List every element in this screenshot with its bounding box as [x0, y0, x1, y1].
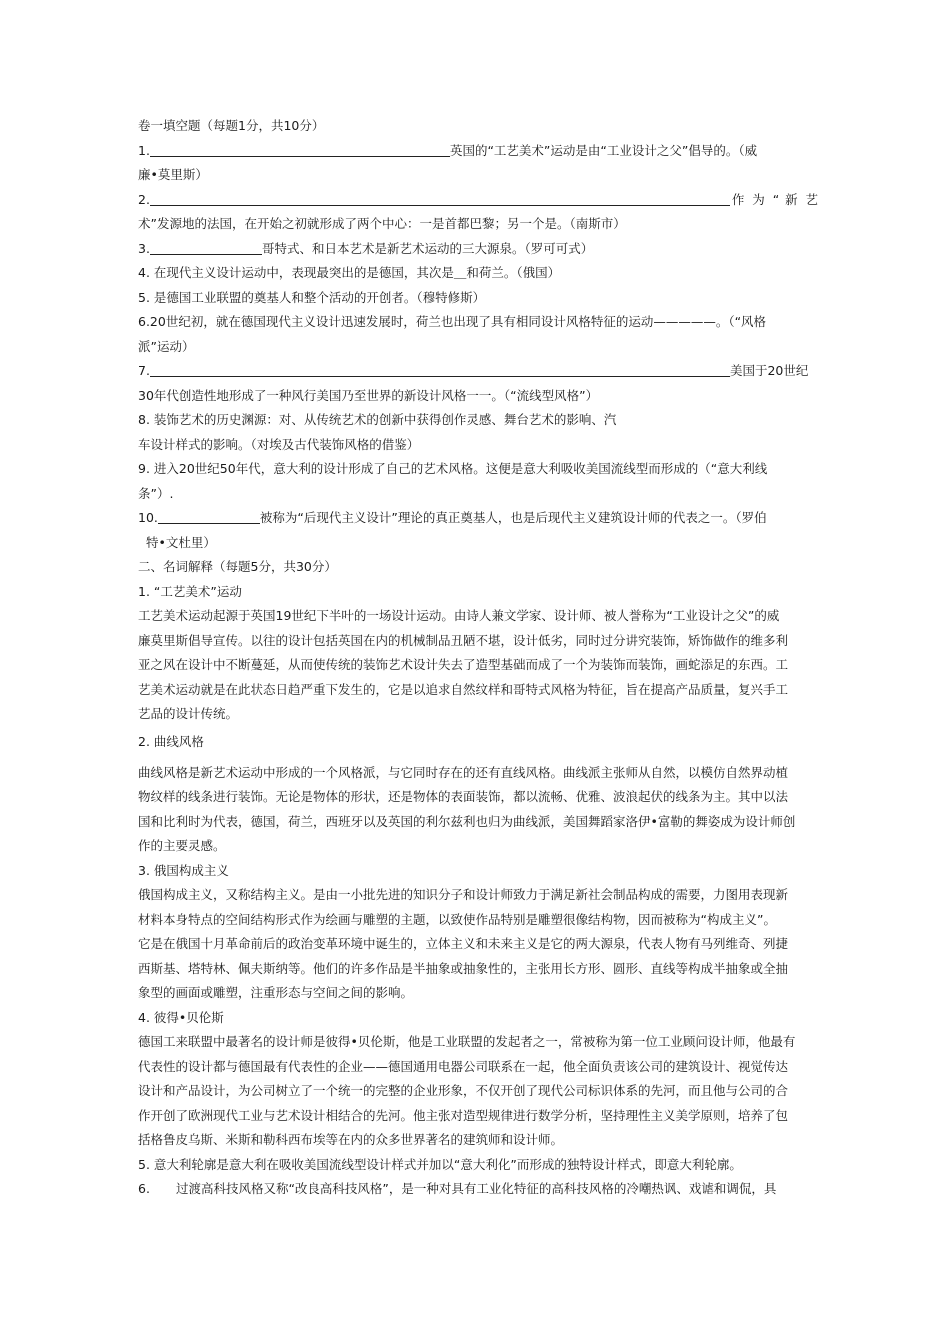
- paragraph-line: 国和比利时为代表，德国，荷兰，西班牙以及英国的利尔兹利也归为曲线派，美国舞蹈家洛伊•富勒的舞姿成为设计师创: [138, 813, 796, 829]
- paragraph-line: 设计和产品设计，为公司树立了一个统一的完整的企业形象，不仅开创了现代公司标识体系的先河，而且他与公司的合: [138, 1083, 789, 1098]
- paragraph-line: 艺品的设计传统。: [138, 706, 239, 721]
- paragraph-line: 西斯基、塔特林、佩夫斯纳等。他们的许多作品是半抽象或抽象性的，主张用长方形、圆形、直线等构成半抽象或全抽: [138, 960, 789, 976]
- question-3: 3. 哥特式、和日本艺术是新艺术运动的三大源泉。（罗可可式）: [138, 240, 594, 256]
- term-1-body: [138, 604, 818, 727]
- paragraph-line: 艺美术运动就是在此状态日趋严重下发生的，它是以追求自然纹样和哥特式风格为特征，旨在提高产品质量，复兴手工: [138, 681, 789, 697]
- question-9-cont: 条”）.: [138, 485, 174, 501]
- paragraph-line: 材料本身特点的空间结构形式作为绘画与雕塑的主题，以致使作品特别是雕塑很像结构物，因而被称为“构成主义”。: [138, 911, 776, 927]
- answer-blank: [158, 509, 260, 524]
- question-9: 9. 进入20世纪50年代，意大利的设计形成了自己的艺术风格。这便是意大利吸收美国流线型而形成的（“意大利线: [138, 461, 768, 476]
- term-5: 5. 意大利轮廓是意大利在吸收美国流线型设计样式并加以“意大利化”而形成的独特设计样式，即意大利轮廓。: [138, 1156, 742, 1172]
- question-1-cont: 廉•莫里斯）: [138, 167, 208, 182]
- term-2-body: [138, 761, 818, 859]
- term-1-title: 1. “工艺美术”运动: [138, 583, 242, 599]
- answer-blank: [150, 240, 262, 255]
- question-1: 1. 英国的“工艺美术”运动是由“工业设计之父”倡导的。（威: [138, 142, 758, 158]
- question-8: 8. 装饰艺术的历史渊源：对、从传统艺术的创新中获得创作灵感、舞台艺术的影响、汽: [138, 412, 617, 427]
- term-4-title: 4. 彼得•贝伦斯: [138, 1009, 224, 1025]
- question-4: 4. 在现代主义设计运动中，表现最突出的是德国，其次是＿和荷兰。（俄国）: [138, 265, 561, 280]
- question-10: 10. 被称为“后现代主义设计”理论的真正奠基人，也是后现代主义建筑设计师的代表之一。（罗伯: [138, 510, 767, 525]
- paragraph-line: 德国工来联盟中最著名的设计师是彼得•贝伦斯，他是工业联盟的发起者之一，常被称为第一位工业顾问设计师，他最有: [138, 1034, 796, 1049]
- question-10-cont: 特•文杜里）: [146, 534, 216, 550]
- paragraph-line: 工艺美术运动起源于英国19世纪下半叶的一场设计运动。由诗人兼文学家、设计师、被人誉称为“工业设计之父”的威: [138, 608, 780, 623]
- question-7: 7. 美国于20世纪: [138, 363, 809, 378]
- question-5: 5. 是德国工业联盟的奠基人和整个活动的开创者。（穆特修斯）: [138, 289, 486, 305]
- paragraph-line: 括格鲁皮乌斯、米斯和勒科西布埃等在内的众多世界著名的建筑师和设计师。: [138, 1132, 564, 1147]
- question-2: 2. 作 为 “ 新 艺: [138, 191, 818, 207]
- paragraph-line: 象型的画面或雕塑，注重形态与空间之间的影响。: [138, 985, 414, 1000]
- term-2-title: 2. 曲线风格: [138, 733, 204, 749]
- term-3-title: 3. 俄国构成主义: [138, 862, 229, 878]
- paragraph-line: 曲线风格是新艺术运动中形成的一个风格派，与它同时存在的还有直线风格。曲线派主张师从自然，以模仿自然界动植: [138, 764, 789, 780]
- section1-heading: 卷一填空题（每题1分，共10分）: [138, 118, 325, 133]
- section2-heading: 二、名词解释（每题5分，共30分）: [138, 559, 337, 574]
- question-7-cont: 30年代创造性地形成了一种风行美国乃至世界的新设计风格一一。（“流线型风格”）: [138, 387, 599, 403]
- question-6-cont: 派”运动）: [138, 338, 195, 354]
- paragraph-line: 物纹样的线条进行装饰。无论是物体的形状，还是物体的表面装饰，都以流畅、优雅、波浪起伏的线条为主。其中以法: [138, 789, 789, 804]
- paragraph-line: 亚之风在设计中不断蔓延，从而使传统的装饰艺术设计失去了造型基础而成了一个为装饰而装饰，画蛇添足的东西。工: [138, 657, 789, 672]
- paragraph-line: 作开创了欧洲现代工业与艺术设计相结合的先河。他主张对造型规律进行数学分析，坚持理性主义美学原则，培养了包: [138, 1107, 789, 1123]
- paragraph-line: 它是在俄国十月革命前后的政治变革环境中诞生的，立体主义和未来主义是它的两大源泉，代表人物有马列维奇、列捷: [138, 936, 789, 951]
- paragraph-line: 代表性的设计都与德国最有代表性的企业——德国通用电器公司联系在一起，他全面负责该公司的建筑设计、视觉传达: [138, 1058, 789, 1074]
- term-3-body: [138, 883, 818, 1006]
- term-4-body: [138, 1030, 818, 1153]
- paragraph-line: 廉莫里斯倡导宣传。以往的设计包括英国在内的机械制品丑陋不堪，设计低劣，同时过分讲究装饰，矫饰做作的维多利: [138, 632, 789, 648]
- document-page: [138, 114, 818, 1202]
- question-8-cont: 车设计样式的影响。（对埃及古代装饰风格的借鉴）: [138, 436, 420, 452]
- question-6: 6.20世纪初，就在德国现代主义设计迅速发展时，荷兰也出现了具有相同设计风格特征的运动—————。（“风格: [138, 314, 767, 329]
- question-2-cont: 术”发源地的法国，在开始之初就形成了两个中心：一是首都巴黎；另一个是。（南斯市）: [138, 216, 626, 231]
- answer-blank: [150, 362, 730, 377]
- answer-blank: [150, 191, 730, 206]
- answer-blank: [150, 142, 450, 157]
- paragraph-line: 作的主要灵感。: [138, 838, 226, 853]
- paragraph-line: 俄国构成主义，又称结构主义。是由一小批先进的知识分子和设计师致力于满足新社会制品构成的需要，力图用表现新: [138, 887, 789, 902]
- term-6: 6. 过渡高科技风格又称“改良高科技风格”，是一种对具有工业化特征的高科技风格的冷嘲热讽、戏谑和调侃，具: [138, 1181, 777, 1196]
